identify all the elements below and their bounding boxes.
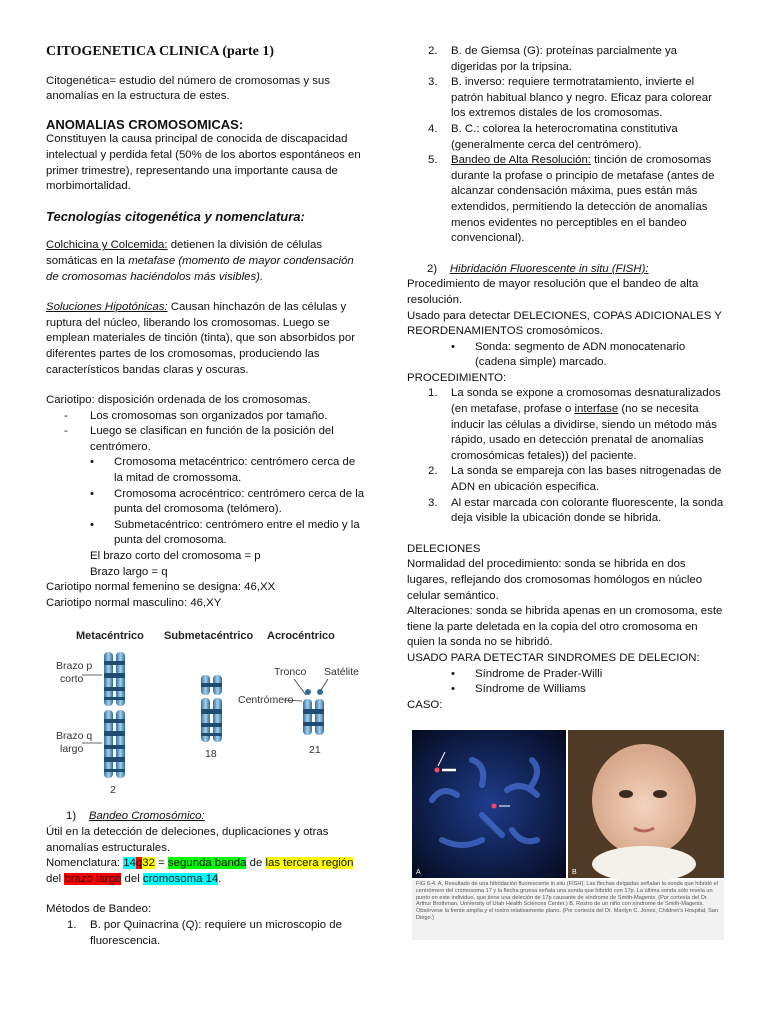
centromero-list — [46, 455, 366, 549]
interfase-term: interfase — [574, 403, 619, 416]
list-item: • Síndrome de Williams — [407, 682, 725, 698]
fish-paragraph-1: Procedimiento de mayor resolución que el bandeo de alta resolución. — [407, 278, 699, 306]
cariotipo-femenino: Cariotipo normal femenino se designa: 46,XX — [46, 581, 276, 594]
nomen-dot: . — [218, 872, 222, 885]
metodos-heading: Métodos de Bandeo: — [46, 903, 152, 916]
sonda-list — [407, 340, 725, 371]
fish-panel — [412, 730, 566, 878]
chromosome-21 — [284, 679, 328, 735]
list-text: (no se necesita inducir las células a dividirse, siendo un método más rápido, usado en detección prenatal de anomalías cromosómicas fetales)) del paciente. — [451, 403, 717, 462]
list-item: • Sonda: segmento de ADN monocatenario (cadena simple) marcado. — [407, 340, 725, 371]
nomen-del2: del — [121, 872, 143, 885]
nomen-label: Nomenclatura: — [46, 857, 124, 870]
metodos-list-continued — [407, 44, 725, 247]
list-item: - Luego se clasifican en función de la posición del centrómero. — [46, 424, 366, 455]
cariotipo-list — [46, 409, 366, 456]
list-item — [46, 918, 366, 949]
panel-label-b: B — [572, 869, 577, 876]
list-item — [407, 44, 725, 75]
cariotipo-masculino: Cariotipo normal masculino: 46,XY — [46, 596, 222, 609]
list-item — [407, 153, 725, 247]
label-largo: largo — [60, 743, 84, 756]
label-centromero: Centrómero — [238, 694, 294, 707]
nomen-tercera: las tercera región — [265, 857, 354, 870]
bandeo-heading — [46, 809, 366, 825]
list-item — [407, 464, 725, 495]
colchicina-text: detienen la división de células somáticas en la — [46, 239, 323, 267]
label-metacentrico: Metacéntrico — [76, 630, 144, 643]
label-n21: 21 — [309, 744, 321, 757]
left-column — [46, 44, 366, 949]
list-number: 2. — [428, 45, 438, 57]
label-brazo-q: Brazo q — [56, 730, 93, 743]
alteraciones-paragraph: Alteraciones: sonda se hibrida apenas en un cromosoma, este tiene la parte deletada en la copia del otro cromosoma en quien la sonda no se hibridó. — [407, 605, 723, 649]
list-text: B. por Quinacrina (Q): requiere un microscopio de fluorescencia. — [90, 918, 342, 947]
fish-number: 2) — [427, 262, 438, 275]
list-item: • Cromosoma acrocéntrico: centrómero cerca de la punta del cromosoma (telómero). — [46, 487, 366, 518]
label-tronco: Tronco — [274, 666, 307, 679]
list-text: tinción de cromosomas durante la profase o principio de metafase (antes de alcanzar condensación máxima, pues están más extendidos, permitiendo la detección de anomalías menos evidentes no perceptibles en el bandeo convencional). — [451, 154, 715, 245]
chromosome-18 — [201, 675, 222, 742]
right-column — [407, 44, 725, 713]
list-text: La sonda se empareja con las bases nitrogenadas de ADN en ubicación especifica. — [451, 465, 722, 494]
colchicina-italic: metafase (momento de mayor condensación de cromosomas haciéndolos más visibles). — [46, 254, 354, 283]
label-brazo-p: Brazo p — [56, 660, 93, 673]
procedimiento-heading: PROCEDIMIENTO: — [407, 371, 507, 384]
bandeo-title: Bandeo Cromosómico: — [88, 810, 205, 823]
list-text: La sonda se expone a cromosomas desnaturalizados (en metafase, profase o — [451, 387, 721, 416]
list-item: • Submetacéntrico: centrómero entre el medio y la punta del cromosoma. — [46, 518, 366, 549]
list-item — [407, 75, 725, 122]
colchicina-label: Colchicina y Colcemida: — [46, 239, 168, 252]
soluciones-label: Soluciones Hipotónicas: — [46, 301, 168, 314]
label-acrocentrico: Acrocéntrico — [267, 630, 335, 643]
deleciones-heading: DELECIONES — [407, 542, 481, 555]
nomen-q: q — [135, 857, 143, 870]
list-text: B. inverso: requiere termotratamiento, invierte el patrón habitual blanco y negro. Eficaz para colorear los extremos distales de los cromosomas. — [451, 76, 712, 120]
metodos-list — [46, 918, 366, 949]
nomen-brazo: brazo largo — [64, 872, 122, 885]
list-number: 1. — [67, 918, 77, 931]
label-satelite: Satélite — [324, 666, 360, 679]
list-number: 4. — [428, 122, 438, 135]
caso-heading: CASO: — [407, 698, 443, 711]
fish-paragraph-2: Usado para detectar DELECIONES, COPAS ADICIONALES Y REORDENAMIENTOS cromosómicos. — [407, 309, 722, 338]
list-item: • Síndrome de Prader-Willi — [407, 667, 725, 683]
panel-label-a: A — [416, 869, 421, 876]
sindromes-list — [407, 667, 725, 698]
brazo-corto: El brazo corto del cromosoma = p — [90, 550, 261, 563]
alta-resolucion-label: Bandeo de Alta Resolución: — [451, 154, 591, 167]
nomen-segunda: segunda banda — [167, 857, 247, 870]
list-text: B. de Giemsa (G): proteínas parcialmente ya digeridas por la tripsina. — [451, 45, 678, 73]
chromosome-figure — [46, 625, 366, 795]
list-number: 5. — [428, 154, 438, 167]
soluciones-text: Causan hinchazón de las células y ruptura del núcleo, liberando los cromosomas. Luego se emplean materiales de tinción (tinta), que son absorbidos por diferentes partes de los cromosomas, produciendo las característicos bandas claras y oscuras. — [46, 301, 355, 376]
label-n18: 18 — [205, 748, 217, 761]
fish-title: Hibridación Fluorescente in situ (FISH): — [449, 262, 649, 275]
intro-paragraph: Citogenética= estudio del número de cromosomas y sus anomalías en la estructura de estes. — [46, 74, 330, 103]
list-item: - Los cromosomas son organizados por tamaño. — [46, 409, 366, 425]
anomalias-heading: ANOMALIAS CROMOSOMICAS: — [46, 116, 244, 132]
label-n2: 2 — [110, 784, 116, 796]
list-text: Al estar marcada con colorante fluorescente, la sonda deja visible la ubicación donde se hibrida. — [451, 496, 724, 525]
nomen-de: de — [246, 857, 266, 870]
figure-caption: FIG 6-4. A, Resultado de una hibridación fluorescente in situ (FISH). Las flechas delgadas señalan la sonda que hibridó el centrómero del cromosoma 17 y la flecha gruesa señala una sonda que hibridó con 17p. La última sonda sólo revela un punto en este individuo, que tiene una deleción de 17p causante de síndrome de Smith-Magenis. (Por cortesía del Dr. Arthur Brothman, University of Utah Health Sciences Center.) B, Rostro de un niño con síndrome de Smith-Magenis. Obsérvese la frente amplia y el rostro relativamente plano. (Por cortesía del Dr. Marilyn C. Jones, Children's Hospital, San Diego.) — [416, 881, 719, 921]
brazo-largo: Brazo largo = q — [90, 565, 168, 578]
list-number: 3. — [428, 76, 438, 89]
label-submetacentrico: Submetacéntrico — [164, 630, 254, 643]
nomen-eq: = — [154, 857, 168, 870]
list-item — [407, 386, 725, 464]
list-item — [407, 122, 725, 153]
label-corto: corto — [60, 673, 84, 686]
chromosome-diagram — [46, 625, 366, 795]
nomen-del: del — [46, 872, 65, 885]
colchicina-paragraph — [46, 238, 366, 285]
list-item: • Cromosoma metacéntrico: centrómero cerca de la mitad de cromossoma. — [46, 455, 366, 486]
nomenclatura-line — [46, 856, 366, 887]
list-number: 3. — [428, 496, 438, 509]
soluciones-paragraph — [46, 300, 366, 378]
page-title: CITOGENETICA CLINICA (parte 1) — [46, 44, 275, 59]
bandeo-paragraph: Útil en la detección de deleciones, duplicaciones y otras anomalías estructurales. — [46, 826, 329, 854]
procedimiento-list — [407, 386, 725, 526]
cariotipo-definition: Cariotipo: disposición ordenada de los cromosomas. — [46, 394, 311, 407]
usado-heading: USADO PARA DETECTAR SINDROMES DE DELECION: — [407, 651, 700, 664]
nomen-crom14: cromosoma 14 — [142, 872, 219, 885]
tech-heading: Tecnologías citogenética y nomenclatura: — [46, 208, 305, 224]
normalidad-paragraph: Normalidad del procedimiento: sonda se hibrida en dos lugares, reflejando dos cromosomas homólogos en núcleo celular semántico. — [407, 558, 703, 602]
list-text: B. C.: colorea la heterocromatina constitutiva (generalmente cerca del centrómero). — [451, 122, 678, 151]
anomalias-paragraph: Constituyen la causa principal de conocida de discapacidad intelectual y perdida fetal (50% de los abortos espontáneos en primer trimestre), representando una importante causa de morbimortalidad. — [46, 133, 361, 193]
case-figure — [412, 730, 724, 940]
nomen-14: 14 — [123, 857, 136, 870]
list-number: 1. — [428, 387, 438, 400]
list-item — [407, 496, 725, 527]
case-figure-image — [412, 730, 724, 940]
fish-heading — [407, 262, 725, 278]
nomen-32: 32 — [142, 857, 155, 870]
bandeo-number: 1) — [66, 810, 77, 823]
list-number: 2. — [428, 465, 438, 478]
